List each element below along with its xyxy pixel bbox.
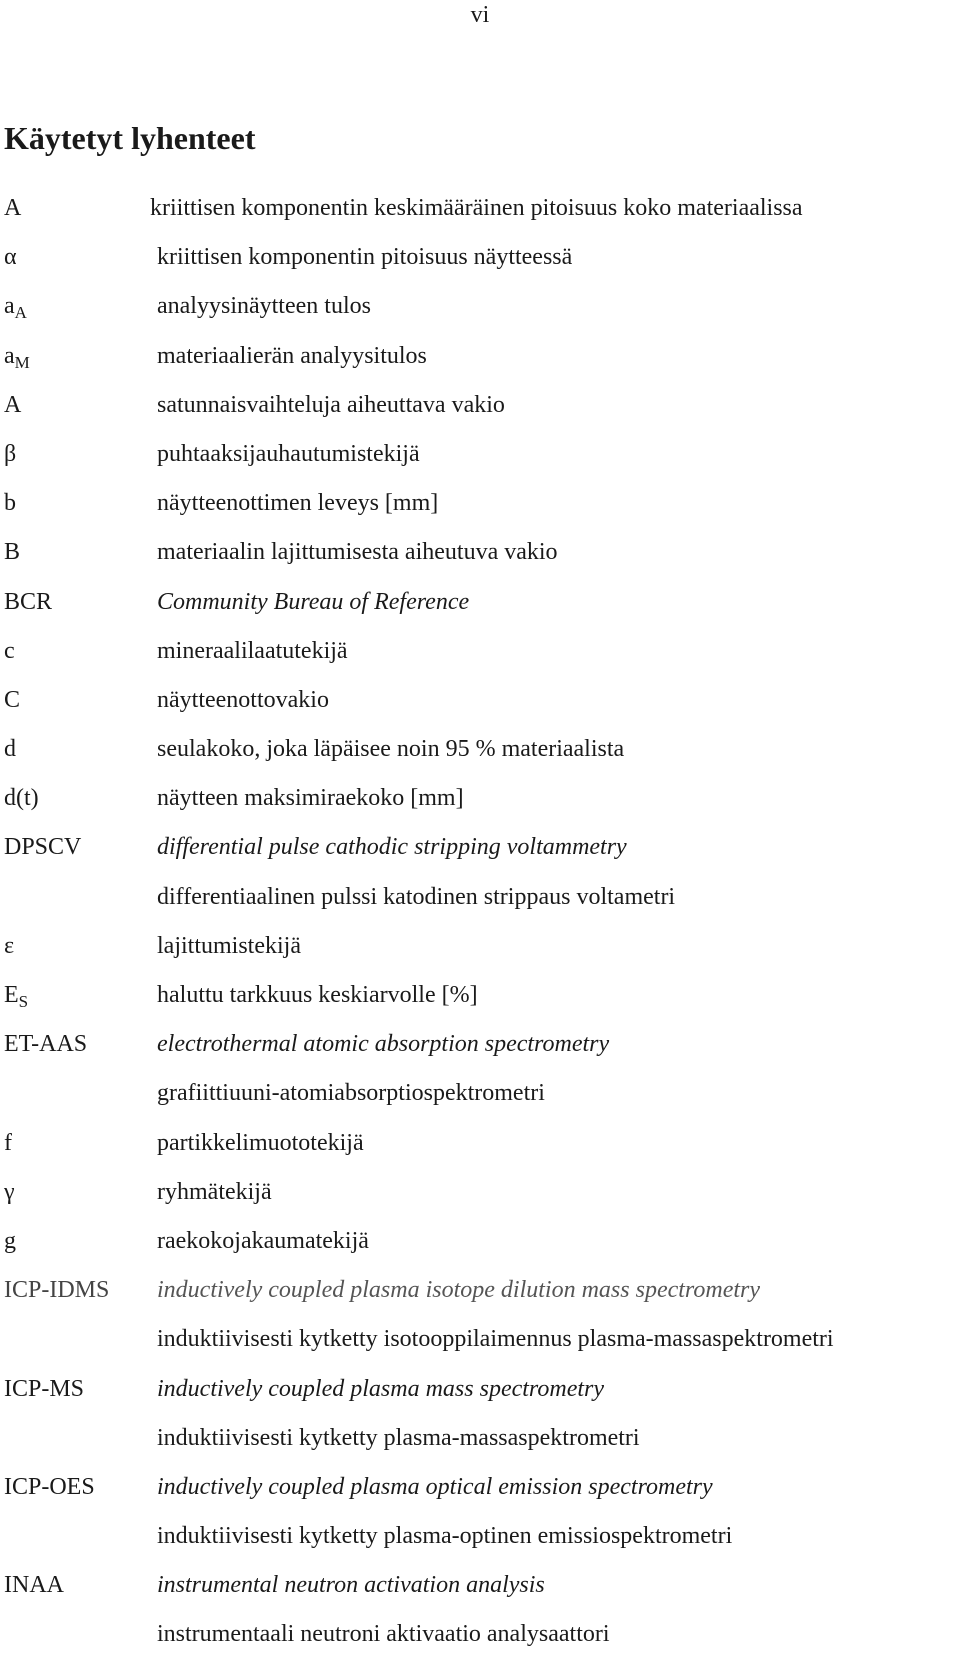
abbreviation-row <box>0 528 960 577</box>
term-symbol: ET-AAS <box>4 1031 88 1058</box>
abbreviation-row <box>0 725 960 774</box>
abbreviation-row <box>0 233 960 282</box>
abbreviation-term <box>4 332 30 381</box>
abbreviation-term <box>4 627 15 676</box>
abbreviation-definition: materiaalierän analyysitulos <box>157 342 427 369</box>
term-symbol: ICP-MS <box>4 1375 85 1402</box>
abbreviation-term <box>4 1119 12 1168</box>
abbreviation-row <box>0 578 960 627</box>
term-symbol: γ <box>4 1178 15 1205</box>
term-symbol: A <box>4 391 22 418</box>
abbreviation-definition: ryhmätekijä <box>157 1178 272 1205</box>
abbreviation-definition: induktiivisesti kytketty isotooppilaimennus plasma-massaspektrometri <box>157 1326 834 1353</box>
abbreviation-term <box>4 1168 15 1217</box>
abbreviation-row <box>0 1365 960 1414</box>
abbreviation-definition: Community Bureau of Reference <box>157 588 470 615</box>
abbreviation-definition: satunnaisvaihteluja aiheuttava vakio <box>157 391 505 418</box>
term-symbol: BCR <box>4 588 53 615</box>
term-symbol: B <box>4 539 21 566</box>
abbreviation-definition: näytteenottovakio <box>157 686 329 713</box>
page-number: vi <box>470 2 490 28</box>
abbreviation-definition: partikkelimuototekijä <box>157 1129 364 1156</box>
abbreviation-definition: kriittisen komponentin pitoisuus näytteessä <box>157 244 573 271</box>
abbreviation-row <box>0 479 960 528</box>
term-symbol: d(t) <box>4 785 39 812</box>
abbreviation-row <box>0 676 960 725</box>
abbreviation-row <box>0 1463 960 1512</box>
abbreviation-list <box>0 184 960 1660</box>
abbreviation-definition: differentiaalinen pulssi katodinen strippaus voltametri <box>157 883 676 910</box>
abbreviation-row <box>0 1610 960 1659</box>
abbreviation-term <box>4 233 17 282</box>
term-symbol: f <box>4 1129 12 1156</box>
term-symbol: ε <box>4 932 15 959</box>
abbreviation-definition: inductively coupled plasma mass spectrometry <box>157 1375 605 1402</box>
abbreviation-term <box>4 430 16 479</box>
abbreviation-row <box>0 627 960 676</box>
abbreviation-term <box>4 578 52 627</box>
term-subscript: M <box>14 352 30 372</box>
abbreviation-definition: instrumentaali neutroni aktivaatio analysaattori <box>157 1621 610 1648</box>
abbreviation-row <box>0 282 960 331</box>
abbreviation-term <box>4 1365 84 1414</box>
abbreviation-term <box>4 676 20 725</box>
page-title: Käytetyt lyhenteet <box>4 120 256 156</box>
abbreviation-row <box>0 1119 960 1168</box>
abbreviation-definition: differential pulse cathodic stripping voltammetry <box>157 834 627 861</box>
term-symbol: g <box>4 1227 16 1254</box>
abbreviation-row <box>0 971 960 1020</box>
abbreviation-definition: haluttu tarkkuus keskiarvolle [%] <box>157 982 478 1008</box>
abbreviation-term <box>4 922 14 971</box>
abbreviation-row <box>0 430 960 479</box>
abbreviation-definition: analyysinäytteen tulos <box>157 293 371 320</box>
abbreviation-row <box>0 922 960 971</box>
term-symbol: c <box>4 637 15 664</box>
term-symbol: b <box>4 490 16 517</box>
abbreviation-term <box>4 1463 95 1512</box>
abbreviation-term <box>4 184 21 233</box>
abbreviation-row <box>0 1217 960 1266</box>
abbreviation-definition: materiaalin lajittumisesta aiheutuva vakio <box>157 539 558 566</box>
abbreviation-term <box>4 823 81 872</box>
term-symbol: a <box>4 342 15 369</box>
abbreviation-term <box>4 1561 64 1610</box>
abbreviation-row <box>0 1414 960 1463</box>
term-symbol: C <box>4 686 21 713</box>
abbreviation-definition: grafiittiuuni-atomiabsorptiospektrometri <box>157 1080 545 1107</box>
abbreviation-term <box>4 1266 109 1315</box>
abbreviation-row <box>0 1512 960 1561</box>
abbreviation-term <box>4 479 16 528</box>
term-symbol: β <box>4 440 17 467</box>
term-symbol: INAA <box>4 1572 64 1599</box>
abbreviation-definition: induktiivisesti kytketty plasma-optinen emissiospektrometri <box>157 1523 733 1550</box>
term-symbol: DPSCV <box>4 834 82 861</box>
term-subscript: A <box>14 303 27 323</box>
abbreviation-row <box>0 381 960 430</box>
term-symbol: d <box>4 736 16 763</box>
abbreviation-row <box>0 1168 960 1217</box>
abbreviation-row <box>0 1561 960 1610</box>
abbreviation-term <box>4 971 28 1020</box>
abbreviation-term <box>4 528 20 577</box>
abbreviation-row <box>0 1069 960 1118</box>
abbreviation-term <box>4 1217 16 1266</box>
abbreviation-definition: induktiivisesti kytketty plasma-massaspektrometri <box>157 1424 640 1451</box>
abbreviation-definition: puhtaaksijauhautumistekijä <box>157 440 420 467</box>
abbreviation-definition: kriittisen komponentin keskimääräinen pitoisuus koko materiaalissa <box>150 195 803 221</box>
abbreviation-term <box>4 381 21 430</box>
abbreviation-row <box>0 1315 960 1364</box>
term-subscript: S <box>18 992 29 1011</box>
abbreviation-definition: instrumental neutron activation analysis <box>157 1572 545 1599</box>
abbreviation-row <box>0 774 960 823</box>
abbreviation-definition: inductively coupled plasma optical emission spectrometry <box>157 1473 713 1500</box>
abbreviation-definition: seulakoko, joka läpäisee noin 95 % materiaalista <box>157 736 625 763</box>
term-symbol: a <box>4 293 15 320</box>
abbreviation-term <box>4 282 27 331</box>
abbreviation-term <box>4 1020 87 1069</box>
abbreviation-row <box>0 332 960 381</box>
term-symbol: α <box>4 244 17 271</box>
abbreviation-definition: raekokojakaumatekijä <box>157 1227 369 1254</box>
term-symbol: E <box>4 982 19 1008</box>
term-symbol: ICP-IDMS <box>4 1277 110 1304</box>
abbreviation-definition: inductively coupled plasma isotope dilution mass spectrometry <box>157 1277 761 1304</box>
abbreviation-term <box>4 774 39 823</box>
abbreviation-row <box>0 823 960 872</box>
abbreviation-row <box>0 184 960 233</box>
term-symbol: A <box>4 195 22 221</box>
abbreviation-row <box>0 873 960 922</box>
abbreviation-definition: mineraalilaatutekijä <box>157 637 348 664</box>
abbreviation-definition: näytteen maksimiraekoko [mm] <box>157 785 464 812</box>
abbreviation-term <box>4 725 16 774</box>
abbreviation-row <box>0 1020 960 1069</box>
term-symbol: ICP-OES <box>4 1473 95 1500</box>
abbreviation-definition: lajittumistekijä <box>157 932 301 959</box>
abbreviation-row <box>0 1266 960 1315</box>
abbreviation-definition: electrothermal atomic absorption spectrometry <box>157 1031 610 1058</box>
abbreviation-definition: näytteenottimen leveys [mm] <box>157 490 439 517</box>
